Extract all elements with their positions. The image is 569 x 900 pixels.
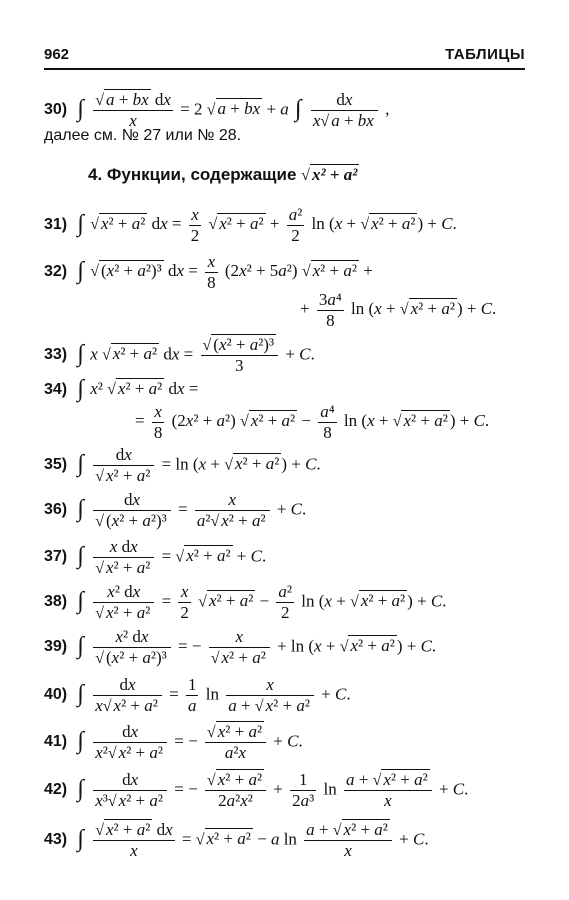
formula-number: 40) xyxy=(44,686,68,704)
header-title: ТАБЛИЦЫ xyxy=(445,46,525,63)
formula-number: 32) xyxy=(44,262,68,280)
formula-34: 34) ∫ x² √ x² + a² dx = xyxy=(44,376,199,402)
formula-35: 35) ∫ $\frac{dx}{\text{√ x² + a²}}$ = ln (x + √ x² + a² ) + C. xyxy=(44,445,321,485)
formula-32-continued: + $\frac{\text{3a⁴}}{8}$ ln (x + √ x² + a² ) + C. xyxy=(300,290,497,330)
formula-42: 42) ∫ $\frac{dx}{\text{x³√ x² + a²}}$ = − $\frac{\text{√ x² + a²}}{\text{2a²x²}}$ + $\frac{1}{\text{2a³}}$ ln $\frac{\text{a + √ x² + a²}}{x}$ + C. xyxy=(44,770,469,811)
formula-number: 30) xyxy=(44,101,68,119)
formula-37: 37) ∫ $\frac{\text{x dx}}{\text{√ x² + a²}}$ = √ x² + a² + C. xyxy=(44,537,267,577)
formula-38: 38) ∫ $\frac{\text{x² dx}}{\text{√ x² + a²}}$ = $\frac{x}{2}$ √ x² + a² − $\frac{\text{a²}}{2}$ ln (x + √ x² + a² ) + C. xyxy=(44,582,447,622)
page-number: 962 xyxy=(44,46,70,63)
formula-33: 33) ∫ x √ x² + a² dx = $\frac{\text{√ (x² + a²)³}}{3}$ + C. xyxy=(44,335,315,376)
formula-number: 31) xyxy=(44,215,68,233)
formula-number: 41) xyxy=(44,733,68,751)
formula-39: 39) ∫ $\frac{\text{x² dx}}{\text{√ (x² + a²)³}}$ = − $\frac{x}{\text{√ x² + a²}}$ + ln (x + √ x² + a² ) + C. xyxy=(44,627,437,667)
formula-number: 39) xyxy=(44,638,68,656)
formula-number: 33) xyxy=(44,346,68,364)
page-header xyxy=(44,44,525,70)
formula-41: 41) ∫ $\frac{dx}{\text{x²√ x² + a²}}$ = − $\frac{\text{√ x² + a²}}{\text{a²x}}$ + C. xyxy=(44,722,303,763)
formula-number: 43) xyxy=(44,831,68,849)
note-text: далее см. № 27 или № 28. xyxy=(44,127,242,144)
formula-number: 36) xyxy=(44,501,68,519)
formula-number: 37) xyxy=(44,548,68,566)
formula-number: 38) xyxy=(44,593,68,611)
formula-43: 43) ∫ $\frac{\text{√ x² + a² dx}}{x}$ = √ x² + a² − a ln $\frac{\text{a + √ x² + a²}}{x}$ + C. xyxy=(44,820,429,861)
formula-31: 31) ∫ √ x² + a² dx = $\frac{x}{2}$ √ x² + a² + $\frac{\text{a²}}{2}$ ln (x + √ x² + a² ) + C. xyxy=(44,205,457,245)
formula-number: 34) xyxy=(44,381,68,398)
formula-30: 30) ∫ $\frac{\text{√ a + bx dx}}{x}$ = 2 √ a + bx + a ∫ $\frac{dx}{x√ a + bx}$ , xyxy=(44,90,390,131)
formula-34-continued: = $\frac{x}{8}$ (2x² + a²) √ x² + a² − $\frac{\text{a⁴}}{8}$ ln (x + √ x² + a² ) + C. xyxy=(135,402,490,442)
formula-32: 32) ∫ √ (x² + a²)³ dx = $\frac{x}{8}$ (2x² + 5a²) √ x² + a² + xyxy=(44,252,373,292)
formula-36: 36) ∫ $\frac{dx}{\text{√ (x² + a²)³}}$ = $\frac{x}{\text{a²√ x² + a²}}$ + C. xyxy=(44,490,307,530)
section-title: 4. Функции, содержащие √ x² + a² xyxy=(88,165,358,184)
formula-number: 42) xyxy=(44,781,68,799)
formula-number: 35) xyxy=(44,456,68,474)
formula-40: 40) ∫ $\frac{dx}{\text{x√ x² + a²}}$ = $\frac{1}{a}$ ln $\frac{x}{\text{a + √ x² + a²}}$ + C. xyxy=(44,675,351,715)
